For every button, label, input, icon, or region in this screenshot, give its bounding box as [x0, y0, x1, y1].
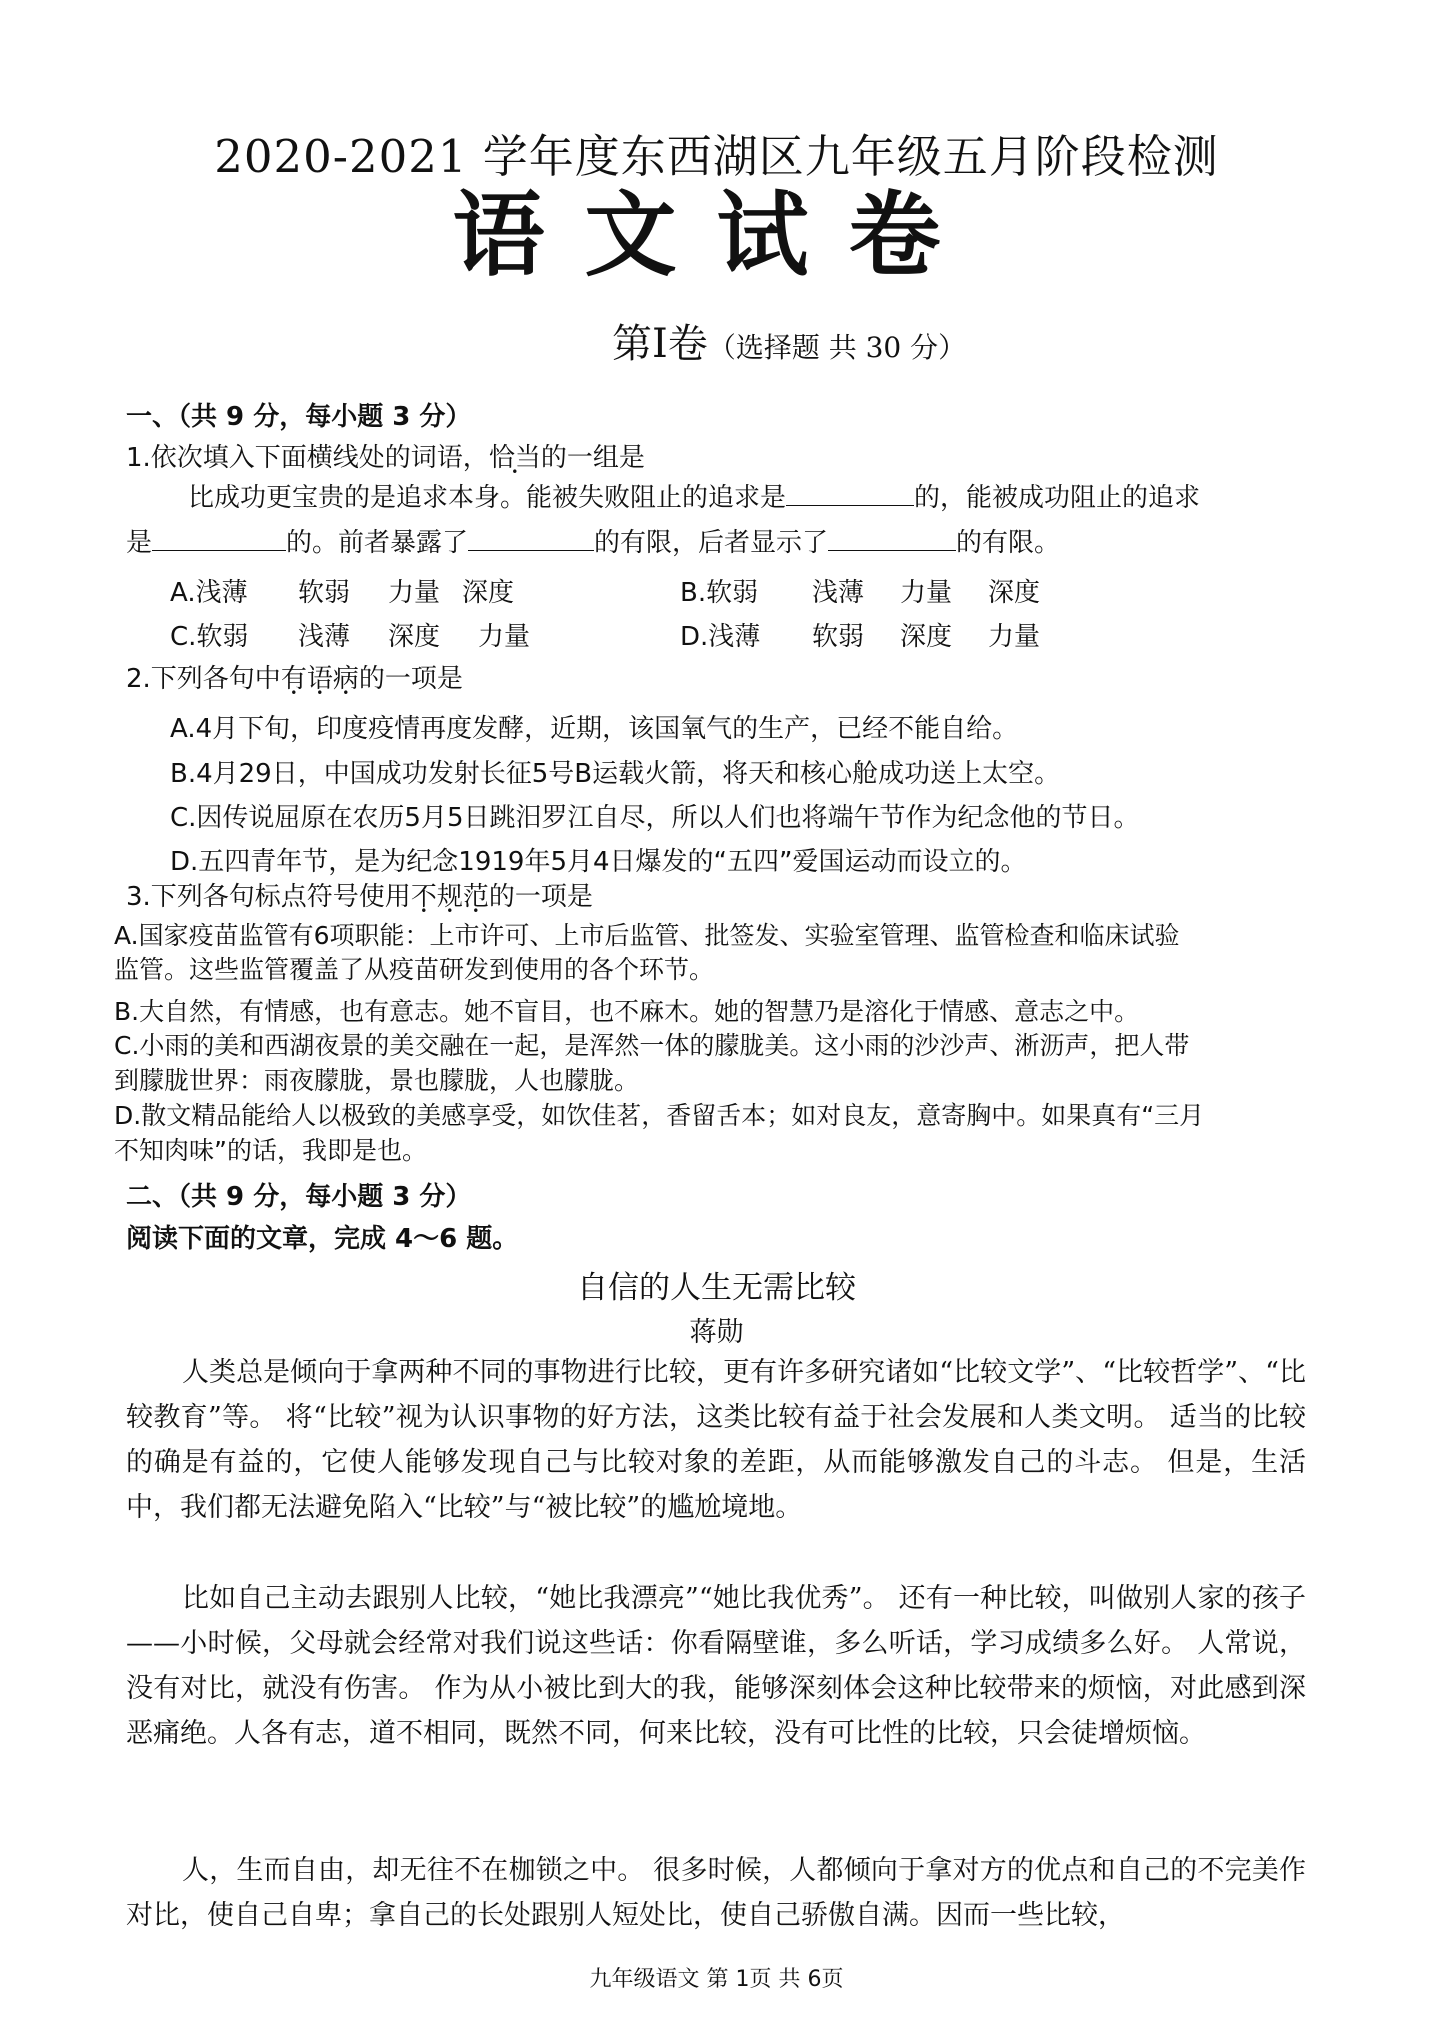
option-word: 力量 [900, 578, 953, 608]
q1-stem-suffix: 的一组是 [540, 443, 645, 473]
part-note: （选择题 共 30 分） [707, 331, 967, 364]
option-word: 浅薄 [298, 622, 351, 652]
essay-paragraph-1: 人类总是倾向于拿两种不同的事物进行比较，更有许多研究诸如“比较文学”、“比较哲学”、“比较教育”等。 将“比较”视为认识事物的好方法，这类比较有益于社会发展和人类文明。 适当的比较的确是有益的，它使人能够发现自己与比较对象的差距，从而能够激发自己的斗志。 但是，生活中，我们都无法避免陷入“比较”与“被比较”的尴尬境地。 [126, 1357, 1306, 1523]
page-footer: 九年级语文 第 1页 共 6页 [589, 1967, 844, 1992]
q2-emph-2: 语 [306, 664, 333, 694]
section1-heading: 一、（共 9 分，每小题 3 分） [126, 402, 472, 432]
exam-subject-title: 语文试卷 [452, 181, 981, 289]
part-label [612, 312, 966, 369]
option-word: 深度 [462, 578, 515, 608]
q3-option-c-line1: C.小雨的美和西湖夜景的美交融在一起，是浑然一体的朦胧美。这小雨的沙沙声、淅沥声，把人带 [114, 1031, 1190, 1060]
q3-stem [126, 876, 593, 913]
part-label-text: 第Ⅰ卷 [612, 321, 708, 367]
option-word: 深度 [900, 622, 953, 652]
option-word: 力量 [388, 578, 441, 608]
q3-option-d-line1: D.散文精品能给人以极致的美感享受，如饮佳茗，香留舌本；如对良友，意寄胸中。如果真有“三月 [114, 1101, 1205, 1130]
q1-stem-prefix: 1.依次填入下面横线处的词语， [126, 443, 489, 473]
q1-text-2a: 是 [126, 528, 153, 558]
q2-stem-prefix: 2.下列各句中 [126, 664, 281, 694]
q3-emph-1: 不 [410, 882, 437, 912]
essay-paragraph-3: 人，生而自由，却无往不在枷锁之中。 很多时候，人都倾向于拿对方的优点和自己的不完美作对比，使自己自卑；拿自己的长处跟别人短处比，使自己骄傲自满。因而一些比较， [126, 1855, 1306, 1931]
essay-title: 自信的人生无需比较 [577, 1270, 856, 1306]
q3-stem-suffix: 的一项是 [488, 882, 593, 912]
option-word: 软弱 [298, 578, 351, 608]
q1-option-a [170, 572, 514, 609]
option-word: D.浅薄 [680, 622, 761, 652]
essay-paragraph-2: 比如自己主动去跟别人比较，“她比我漂亮”“她比我优秀”。 还有一种比较，叫做别人家的孩子——小时候，父母就会经常对我们说这些话：你看隔壁谁，多么听话，学习成绩多么好。 人常说，没有对比，就没有伤害。 作为从小被比到大的我，能够深刻体会这种比较带来的烦恼，对此感到深恶痛绝。人各有志，道不相同，既然不同，何来比较，没有可比性的比较，只会徒增烦恼。 [126, 1583, 1306, 1749]
option-word: B.软弱 [680, 578, 759, 608]
blank-2 [152, 549, 286, 551]
option-word: 深度 [388, 622, 441, 652]
q3-option-b: B.大自然，有情感，也有意志。她不盲目，也不麻木。她的智慧乃是溶化于情感、意志之中。 [114, 997, 1140, 1026]
q3-option-c-line2: 到朦胧世界：雨夜朦胧，景也朦胧，人也朦胧。 [114, 1066, 640, 1095]
q2-stem-suffix: 的一项是 [358, 664, 463, 694]
q1-passage-line1 [188, 476, 1200, 521]
blank-3 [468, 549, 594, 551]
q1-stem-emph: 恰当 [488, 443, 541, 473]
q1-text-2b: 的。前者暴露了 [286, 528, 469, 558]
option-word: 深度 [988, 578, 1041, 608]
option-word: 软弱 [812, 622, 865, 652]
option-word: 力量 [478, 622, 531, 652]
option-word: 力量 [988, 622, 1041, 652]
q2-stem [126, 658, 463, 695]
blank-4 [828, 549, 956, 551]
q1-option-b [680, 572, 1040, 609]
section2-instruction: 阅读下面的文章，完成 4～6 题。 [126, 1224, 519, 1254]
q1-text-2c: 的有限，后者显示了 [594, 528, 829, 558]
q1-text-1a: 比成功更宝贵的是追求本身。能被失败阻止的追求是 [188, 483, 787, 513]
option-word: 浅薄 [812, 578, 865, 608]
q3-emph-3: 范 [462, 882, 489, 912]
q2-option-a: A.4月下旬，印度疫情再度发酵，近期，该国氧气的生产，已经不能自给。 [170, 714, 1019, 744]
section2-heading: 二、（共 9 分，每小题 3 分） [126, 1182, 472, 1212]
q3-option-d-line2: 不知肉味”的话，我即是也。 [114, 1136, 427, 1165]
q1-stem [126, 437, 645, 474]
q2-option-c: C.因传说屈原在农历5月5日跳汨罗江自尽，所以人们也将端午节作为纪念他的节日。 [170, 803, 1140, 833]
q3-emph-2: 规 [436, 882, 463, 912]
q1-option-c [170, 616, 530, 653]
blank-1 [786, 504, 914, 506]
q3-option-a-line2: 监管。这些监管覆盖了从疫苗研发到使用的各个环节。 [114, 955, 715, 984]
q1-passage-line2 [126, 521, 1060, 566]
q3-stem-prefix: 3.下列各句标点符号使用 [126, 882, 411, 912]
q1-text-2d: 的有限。 [956, 528, 1061, 558]
q3-option-a-line1: A.国家疫苗监管有6项职能：上市许可、上市后监管、批签发、实验室管理、监管检查和临床试验 [114, 921, 1180, 950]
q1-option-d [680, 616, 1040, 653]
q1-text-1b: 的，能被成功阻止的追求 [914, 483, 1201, 513]
q2-emph-1: 有 [280, 664, 307, 694]
option-word: A.浅薄 [170, 578, 248, 608]
essay-author: 蒋勋 [689, 1317, 744, 1348]
option-word: C.软弱 [170, 622, 249, 652]
q2-option-b: B.4月29日，中国成功发射长征5号B运载火箭，将天和核心舱成功送上太空。 [170, 759, 1061, 789]
exam-header-line1: 2020-2021 学年度东西湖区九年级五月阶段检测 [214, 130, 1219, 183]
q2-option-d: D.五四青年节，是为纪念1919年5月4日爆发的“五四”爱国运动而设立的。 [170, 847, 1027, 877]
q2-emph-3: 病 [332, 664, 359, 694]
